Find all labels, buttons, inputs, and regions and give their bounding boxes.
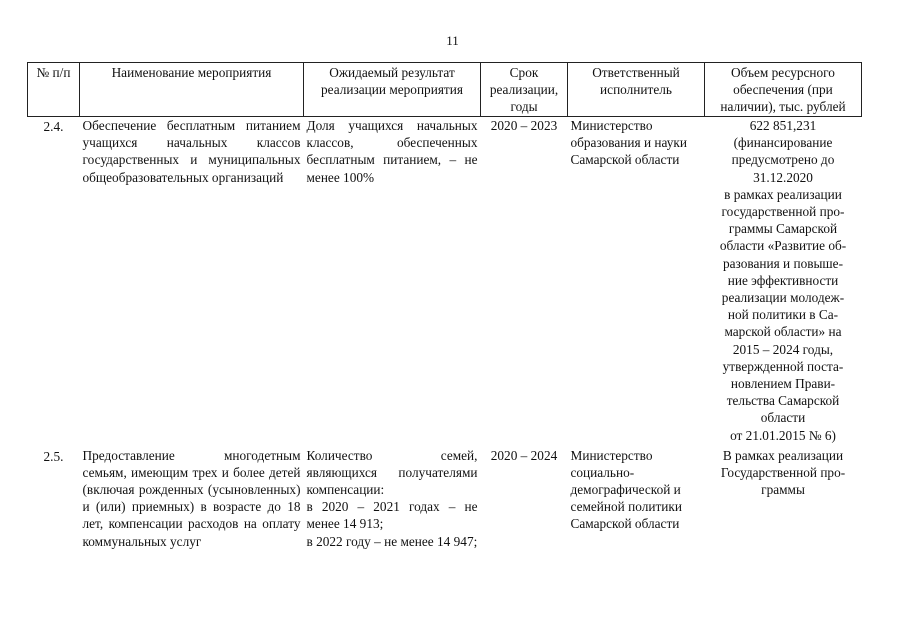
measure-name: Обеспечение бесплатным питанием учащихся начальных классов государственных и муниципальных общеобразовательных организаций bbox=[82, 118, 301, 185]
volume-line: граммы Самарской bbox=[728, 221, 838, 237]
responsible-executor: Министерство образования и науки Самарской области bbox=[570, 118, 687, 168]
result-line: Количество семей, являющихся получателями компенсации: bbox=[306, 447, 478, 497]
volume-line: тельства Самарской bbox=[726, 393, 840, 409]
volume-line: области bbox=[760, 410, 806, 426]
volume-line: в рамках реализации bbox=[724, 186, 842, 202]
header-name: Наименование мероприятия bbox=[80, 63, 304, 117]
table-header-row bbox=[28, 63, 862, 117]
volume-line: (финансирование bbox=[733, 135, 833, 151]
page-number: 11 bbox=[446, 33, 459, 48]
volume-line: ние эффективности bbox=[727, 272, 839, 288]
table-row bbox=[28, 117, 862, 447]
header-executor: Ответственный исполнитель bbox=[568, 63, 705, 117]
measure-name: Предоставление многодетным семьям, имеющим трех и более детей (включая рожденных (усыновленных) и (или) приемных) в возрасте до 18 лет, компенсации расходов на оплату коммунальных услуг bbox=[82, 447, 301, 549]
volume-line: 2015 – 2024 годы, bbox=[732, 341, 834, 357]
expected-result: Доля учащихся начальных классов, обеспеченных бесплатным питанием, – не менее 100% bbox=[306, 118, 478, 185]
table-row bbox=[28, 447, 862, 550]
volume-line: предусмотрено до bbox=[731, 152, 835, 168]
volume-line: Государственной про- bbox=[720, 464, 846, 480]
volume-line: ной политики в Са- bbox=[727, 307, 839, 323]
expected-result bbox=[304, 447, 481, 550]
implementation-term: 2020 – 2024 bbox=[490, 447, 558, 463]
row-number: 2.4. bbox=[43, 119, 64, 134]
volume-line: от 21.01.2015 № 6) bbox=[730, 427, 836, 443]
row-number: 2.5. bbox=[43, 448, 64, 464]
resource-volume bbox=[705, 117, 862, 447]
resource-volume bbox=[705, 447, 862, 550]
volume-line: разования и повыше- bbox=[722, 255, 844, 271]
volume-line: области «Развитие об- bbox=[719, 238, 847, 254]
volume-line: новлением Прави- bbox=[730, 376, 836, 392]
implementation-term: 2020 – 2023 bbox=[490, 118, 558, 133]
header-term: Срок реализации, годы bbox=[481, 63, 568, 117]
volume-line: государственной про- bbox=[721, 204, 845, 220]
header-result: Ожидаемый результат реализации мероприятия bbox=[304, 63, 481, 117]
volume-line: 31.12.2020 bbox=[753, 169, 813, 185]
result-line: в 2022 году – не менее 14 947; bbox=[306, 533, 478, 549]
responsible-executor: Министерство социально-демографической и семейной политики Самарской области bbox=[570, 447, 682, 532]
volume-line: марской области» на bbox=[724, 324, 842, 340]
header-volume: Объем ресурсного обеспечения (при наличии), тыс. рублей bbox=[705, 63, 862, 117]
volume-line: В рамках реализации bbox=[722, 447, 844, 463]
volume-line: утвержденной поста- bbox=[722, 358, 844, 374]
volume-line: реализации молодеж- bbox=[721, 290, 845, 306]
volume-line: граммы bbox=[761, 481, 805, 497]
result-line: в 2020 – 2021 годах – не менее 14 913; bbox=[306, 499, 478, 532]
header-num: № п/п bbox=[28, 63, 80, 117]
volume-line: 622 851,231 bbox=[749, 118, 817, 133]
measures-table bbox=[27, 62, 862, 550]
